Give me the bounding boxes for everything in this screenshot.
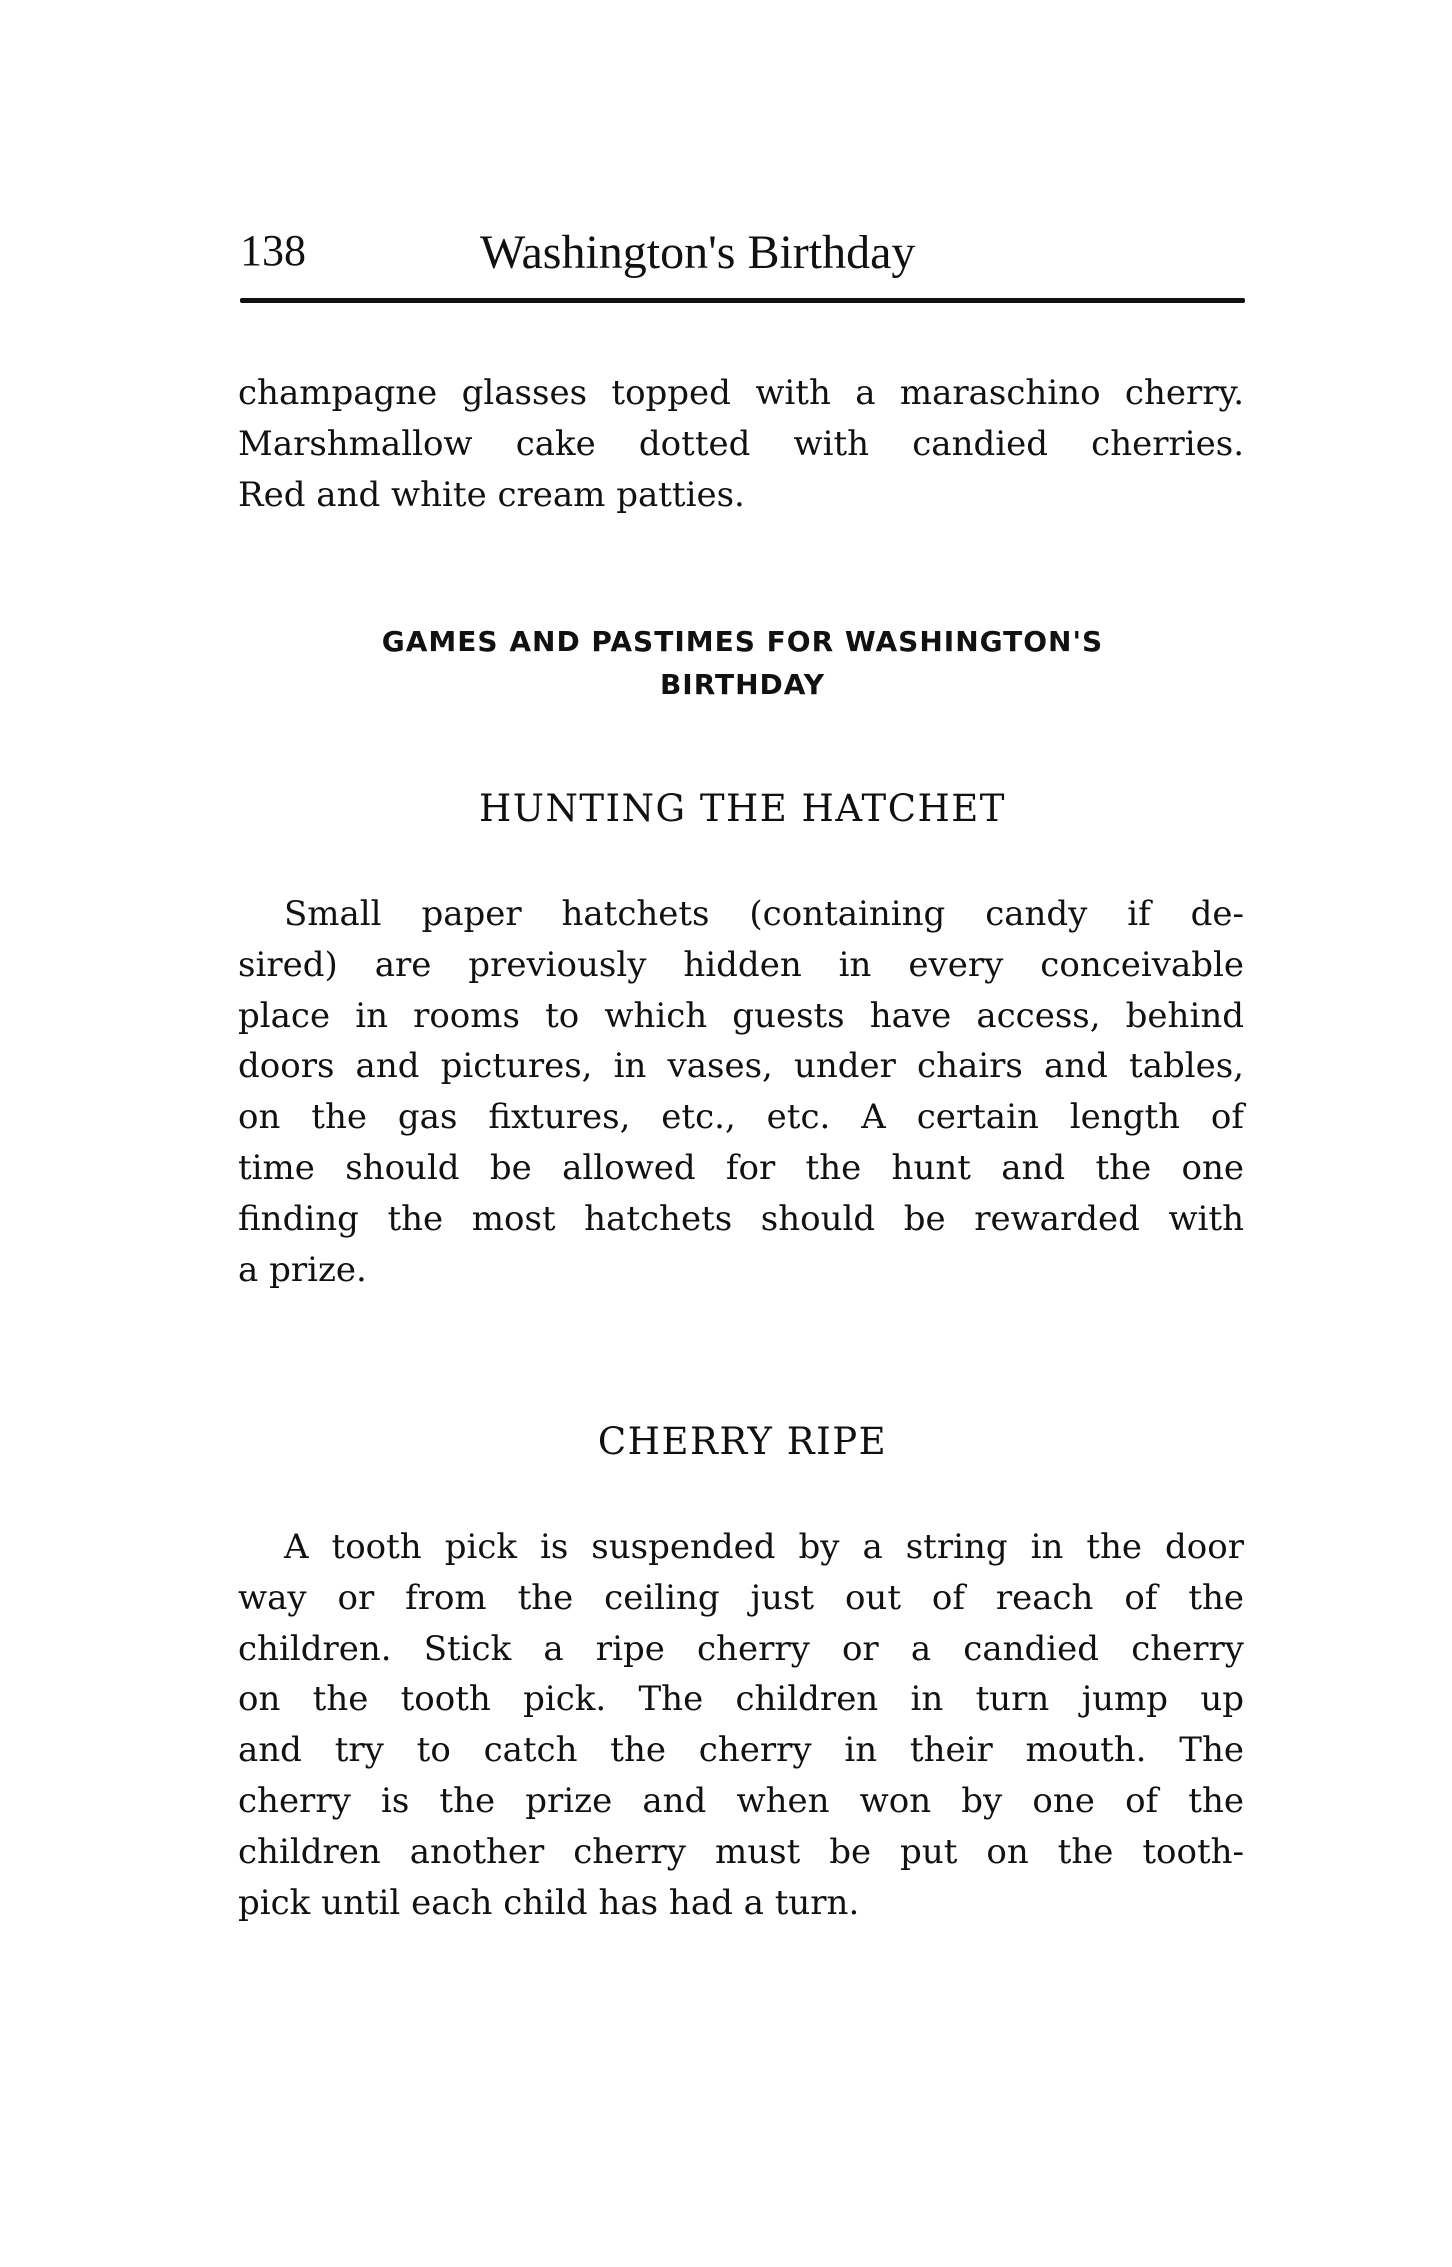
text-line: finding the most hatchets should be rewarded with bbox=[238, 1198, 1244, 1239]
page-number: 138 bbox=[240, 226, 306, 275]
section-heading-line: BIRTHDAY bbox=[659, 668, 826, 701]
running-header bbox=[240, 225, 1245, 285]
text-line: time should be allowed for the hunt and the one bbox=[238, 1147, 1244, 1188]
text-line: a prize. bbox=[238, 1249, 367, 1290]
text-line: children another cherry must be put on the tooth- bbox=[238, 1831, 1244, 1872]
game-description bbox=[238, 889, 1244, 1295]
game-title: HUNTING THE HATCHET bbox=[479, 787, 1006, 830]
header-rule bbox=[240, 298, 1245, 303]
running-title: Washington's Birthday bbox=[480, 226, 916, 279]
text-line: way or from the ceiling just out of reach of the bbox=[238, 1577, 1244, 1618]
text-line: cherry is the prize and when won by one of the bbox=[238, 1780, 1244, 1821]
game-description bbox=[238, 1522, 1244, 1928]
text-line: A tooth pick is suspended by a string in the door bbox=[284, 1527, 1244, 1567]
text-line: sired) are previously hidden in every conceivable bbox=[238, 944, 1244, 985]
intro-paragraph bbox=[238, 368, 1244, 520]
text-line: children. Stick a ripe cherry or a candied cherry bbox=[238, 1628, 1244, 1669]
game-title: CHERRY RIPE bbox=[597, 1420, 888, 1463]
text-line: Small paper hatchets (containing candy if de- bbox=[284, 894, 1244, 934]
text-line: doors and pictures, in vases, under chairs and tables, bbox=[238, 1046, 1244, 1087]
text-line: Red and white cream patties. bbox=[238, 474, 745, 515]
text-line: and try to catch the cherry in their mouth. The bbox=[238, 1730, 1244, 1771]
section-heading bbox=[240, 620, 1245, 706]
section-heading-line: GAMES AND PASTIMES FOR WASHINGTON'S bbox=[381, 625, 1104, 658]
text-line: Marshmallow cake dotted with candied cherries. bbox=[238, 423, 1244, 464]
text-line: champagne glasses topped with a maraschino cherry. bbox=[238, 373, 1244, 413]
text-line: place in rooms to which guests have access, behind bbox=[238, 995, 1244, 1036]
text-line: on the tooth pick. The children in turn jump up bbox=[238, 1679, 1244, 1720]
text-line: pick until each child has had a turn. bbox=[238, 1882, 860, 1923]
text-line: on the gas fixtures, etc., etc. A certain length of bbox=[238, 1097, 1244, 1138]
